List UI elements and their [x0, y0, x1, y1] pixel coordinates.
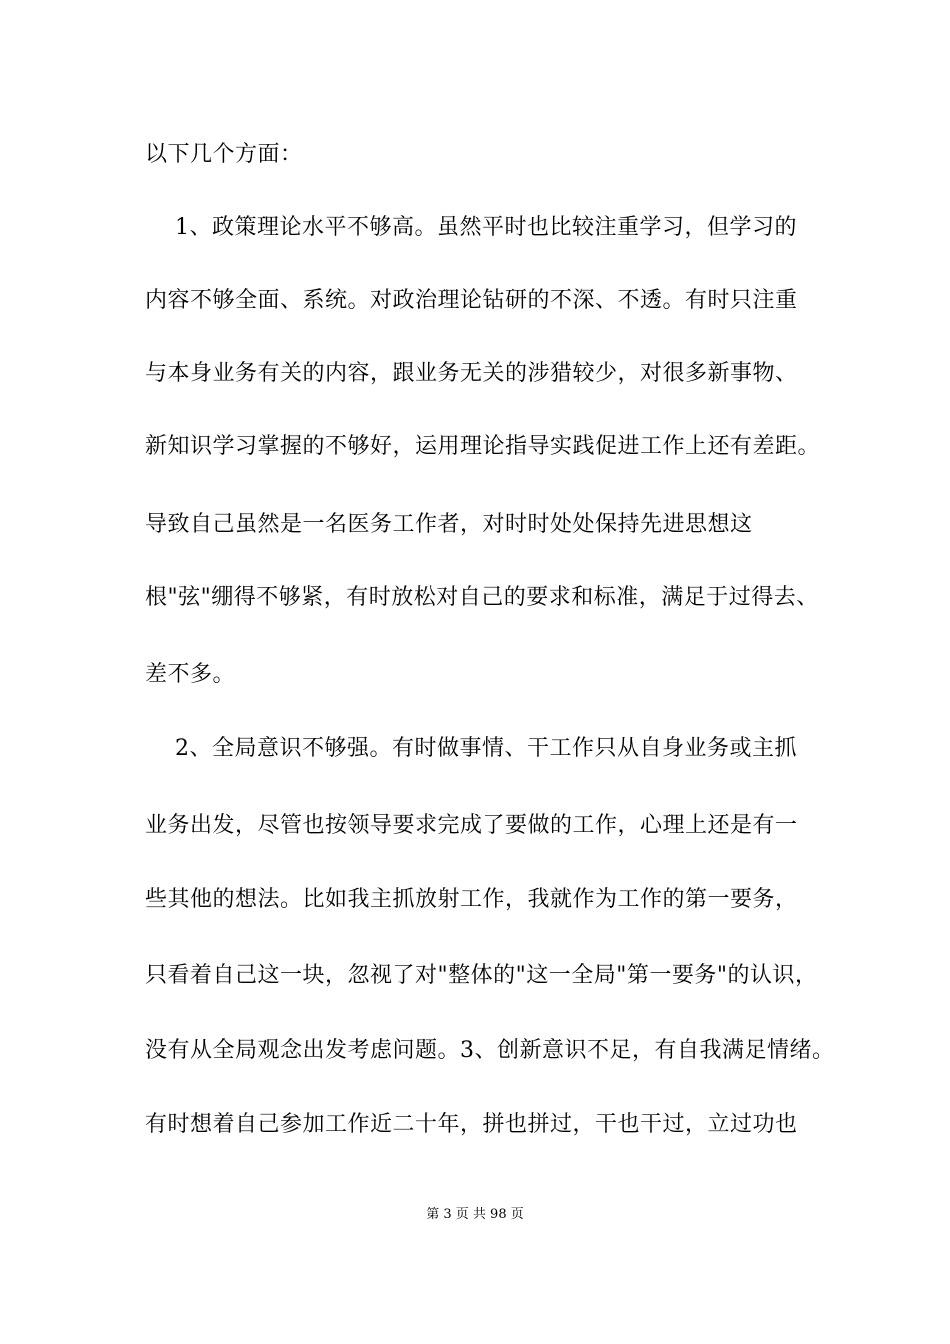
- text-line: 导致自己虽然是一名医务工作者，对时时处处保持先进思想这: [145, 512, 753, 537]
- text-line: 差不多。: [145, 662, 236, 687]
- text-line: 有时想着自己参加工作近二十年，拼也拼过，干也干过，立过功也: [145, 1112, 798, 1137]
- text-line: 只看着自己这一块，忽视了对"整体的"这一全局"第一要务"的认识，: [145, 963, 818, 988]
- text-line: 没有从全局观念出发考虑问题。3、创新意识不足，有自我满足情绪。: [145, 1038, 835, 1063]
- page-number-footer: 第 3 页 共 98 页: [426, 1207, 524, 1222]
- text-line: 内容不够全面、系统。对政治理论钻研的不深、不透。有时只注重: [145, 288, 798, 313]
- text-line: 些其他的想法。比如我主抓放射工作，我就作为工作的第一要务，: [145, 887, 798, 912]
- text-line: 新知识学习掌握的不够好，运用理论指导实践促进工作上还有差距。: [145, 434, 821, 459]
- text-line: 业务出发，尽管也按领导要求完成了要做的工作，心理上还是有一: [145, 813, 798, 838]
- text-line: 1、政策理论水平不够高。虽然平时也比较注重学习，但学习的: [145, 215, 797, 240]
- text-line: 根"弦"绷得不够紧，有时放松对自己的要求和标准，满足于过得去、: [145, 585, 819, 610]
- text-line: 2、全局意识不够强。有时做事情、干工作只从自身业务或主抓: [145, 736, 797, 761]
- text-line: 以下几个方面：: [145, 142, 303, 167]
- text-line: 与本身业务有关的内容，跟业务无关的涉猎较少，对很多新事物、: [145, 361, 798, 386]
